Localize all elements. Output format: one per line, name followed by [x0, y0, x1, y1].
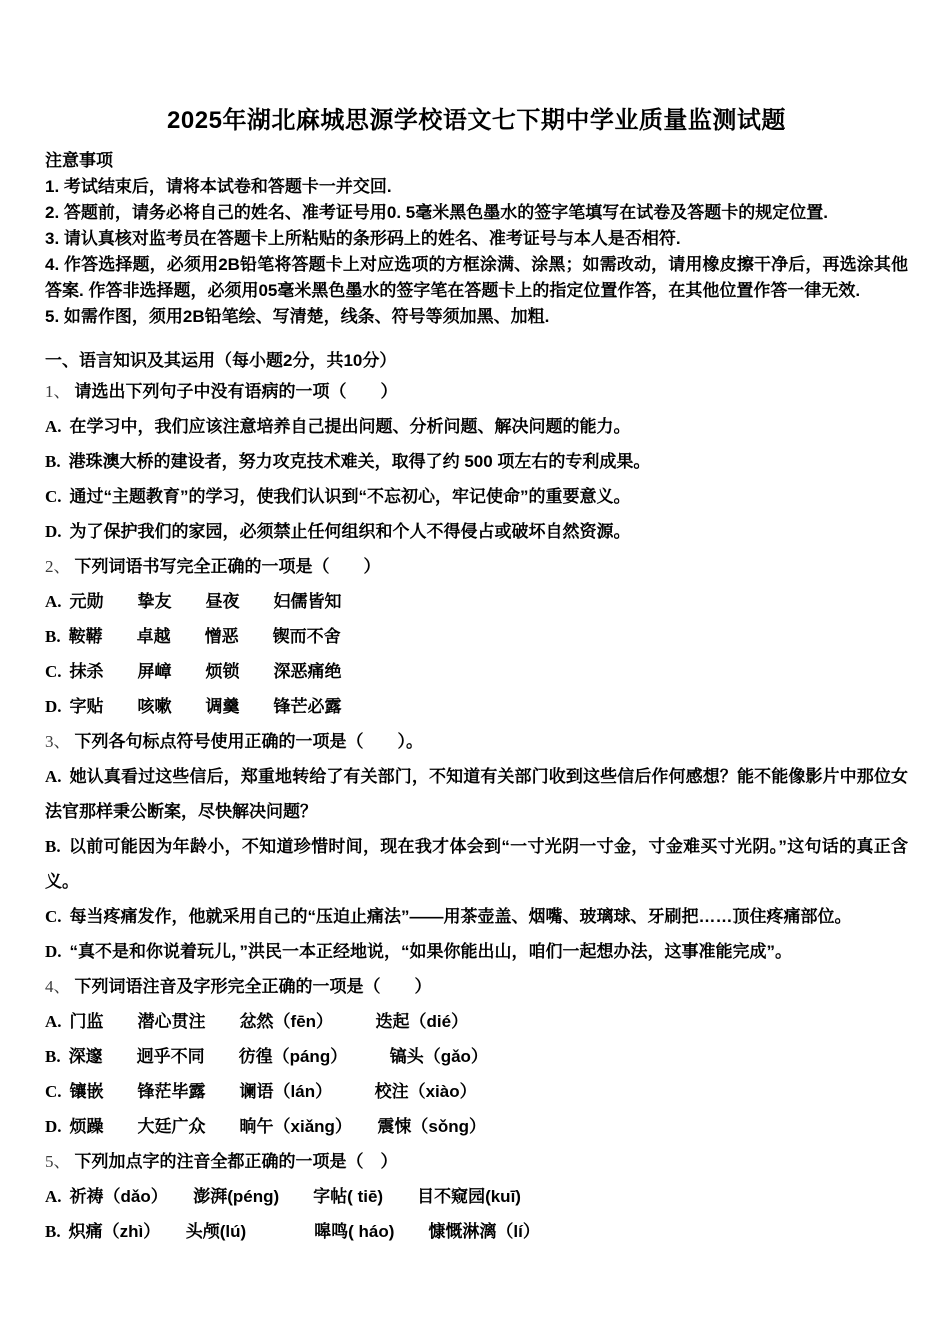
notice-item: 5. 如需作图，须用2B铅笔绘、写清楚，线条、符号等须加黑、加粗.: [45, 307, 550, 326]
option-text: 以前可能因为年龄小，不知道珍惜时间，现在我才体会到“一寸光阴一寸金，寸金难买寸光阴。”这句话的真正含义。: [45, 837, 908, 891]
option-row: [45, 1179, 908, 1214]
option-text: 烦躁 大廷广众 晌午（xiǎng） 震悚（sǒng）: [69, 1117, 487, 1136]
option-text: 港珠澳大桥的建设者，努力攻克技术难关，取得了约 500 项左右的专利成果。: [68, 452, 651, 471]
option-text: 为了保护我们的家园，必须禁止任何组织和个人不得侵占或破坏自然资源。: [69, 522, 631, 541]
option-label: C.: [45, 487, 62, 506]
question-stem-text: 下列加点字的注音全都正确的一项是（ ）: [74, 1152, 398, 1171]
option-label: A.: [45, 417, 62, 436]
option-text: 在学习中，我们应该注意培养自己提出问题、分析问题、解决问题的能力。: [69, 417, 631, 436]
option-label: A.: [45, 1187, 62, 1206]
option-text: 深邃 迥乎不同 彷徨（páng） 镐头（gǎo）: [68, 1047, 488, 1066]
option-text: 祈祷（dǎo） 澎湃(péng) 字帖( tiē) 目不窥园(kuī): [69, 1187, 521, 1206]
question-3: [45, 724, 908, 969]
section-one-questions: [45, 374, 908, 1249]
option-text: 字贴 咳嗽 调羹 锋芒必露: [69, 697, 342, 716]
option-label: D.: [45, 1117, 62, 1136]
question-2: [45, 549, 908, 724]
option-label: D.: [45, 697, 62, 716]
option-text: 鞍鞯 卓越 憎恶 锲而不舍: [68, 627, 341, 646]
option-text: 通过“主题教育”的学习，使我们认识到“不忘初心，牢记使命”的重要意义。: [69, 487, 631, 506]
option-label: B.: [45, 1222, 61, 1241]
option-row: [45, 409, 908, 444]
option-row: [45, 654, 908, 689]
option-label: C.: [45, 907, 62, 926]
option-text: 她认真看过这些信后，郑重地转给了有关部门，不知道有关部门收到这些信后作何感想？能不能像影片中那位女法官那样秉公断案，尽快解决问题？: [45, 767, 908, 821]
option-row: [45, 759, 908, 829]
question-stem-text: 下列词语注音及字形完全正确的一项是（ ）: [74, 977, 432, 996]
question-stem: [45, 969, 908, 1004]
question-stem: [45, 549, 908, 584]
question-stem-text: 下列各句标点符号使用正确的一项是（ ）。: [74, 732, 423, 751]
option-label: B.: [45, 627, 61, 646]
option-label: C.: [45, 1082, 62, 1101]
question-stem: [45, 374, 908, 409]
option-row: [45, 689, 908, 724]
option-text: 门监 潜心贯注 忿然（fēn） 迭起（dié）: [69, 1012, 469, 1031]
option-label: B.: [45, 837, 61, 856]
option-row: [45, 584, 908, 619]
option-label: C.: [45, 662, 62, 681]
option-text: “真不是和你说着玩儿，”洪民一本正经地说，“如果你能出山，咱们一起想办法，这事准能完成”。: [69, 942, 793, 961]
notice-section: [45, 148, 908, 330]
option-label: A.: [45, 1012, 62, 1031]
notice-heading: 注意事项: [45, 151, 113, 170]
option-label: B.: [45, 1047, 61, 1066]
option-text: 元勋 挚友 昼夜 妇儒皆知: [69, 592, 342, 611]
question-stem: [45, 724, 908, 759]
option-text: 每当疼痛发作，他就采用自己的“压迫止痛法”——用茶壶盖、烟嘴、玻璃球、牙刷把……顶住疼痛部位。: [69, 907, 852, 926]
option-row: [45, 934, 908, 969]
option-row: [45, 1074, 908, 1109]
option-label: D.: [45, 522, 62, 541]
question-5: [45, 1144, 908, 1249]
option-text: 抹杀 屏嶂 烦锁 深恶痛绝: [69, 662, 342, 681]
exam-title: 2025年湖北麻城思源学校语文七下期中学业质量监测试题: [167, 107, 786, 134]
option-text: 镶嵌 锋茫毕露 谰语（lán） 校注（xiào）: [69, 1082, 477, 1101]
option-row: [45, 1039, 908, 1074]
option-row: [45, 1004, 908, 1039]
option-label: D.: [45, 942, 62, 961]
question-number: 4、: [45, 977, 71, 996]
question-stem-text: 请选出下列句子中没有语病的一项（ ）: [74, 382, 398, 401]
section-heading: 一、语言知识及其运用（每小题2分，共10分）: [45, 351, 397, 370]
question-number: 2、: [45, 557, 71, 576]
notice-item: 2. 答题前，请务必将自己的姓名、准考证号用0. 5毫米黑色墨水的签字笔填写在试卷及答题卡的规定位置.: [45, 203, 828, 222]
option-label: A.: [45, 767, 62, 786]
option-label: A.: [45, 592, 62, 611]
notice-item: 1. 考试结束后，请将本试卷和答题卡一并交回.: [45, 177, 392, 196]
option-text: 炽痛（zhì） 头颅(lú) 嗥鸣( háo) 慷慨淋漓（lí）: [68, 1222, 540, 1241]
option-label: B.: [45, 452, 61, 471]
option-row: [45, 619, 908, 654]
option-row: [45, 829, 908, 899]
option-row: [45, 479, 908, 514]
question-stem: [45, 1144, 908, 1179]
option-row: [45, 899, 908, 934]
question-1: [45, 374, 908, 549]
question-stem-text: 下列词语书写完全正确的一项是（ ）: [74, 557, 381, 576]
question-number: 3、: [45, 732, 71, 751]
question-4: [45, 969, 908, 1144]
option-row: [45, 444, 908, 479]
notice-item: 3. 请认真核对监考员在答题卡上所粘贴的条形码上的姓名、准考证号与本人是否相符.: [45, 229, 681, 248]
question-number: 5、: [45, 1152, 71, 1171]
option-row: [45, 514, 908, 549]
notice-item: 4. 作答选择题，必须用2B铅笔将答题卡上对应选项的方框涂满、涂黑；如需改动，请用橡皮擦干净后，再选涂其他答案. 作答非选择题，必须用05毫米黑色墨水的签字笔在答题卡上的指定位置作答，在其他位置作答一律无效.: [45, 255, 908, 300]
option-row: [45, 1109, 908, 1144]
question-number: 1、: [45, 382, 71, 401]
option-row: [45, 1214, 908, 1249]
